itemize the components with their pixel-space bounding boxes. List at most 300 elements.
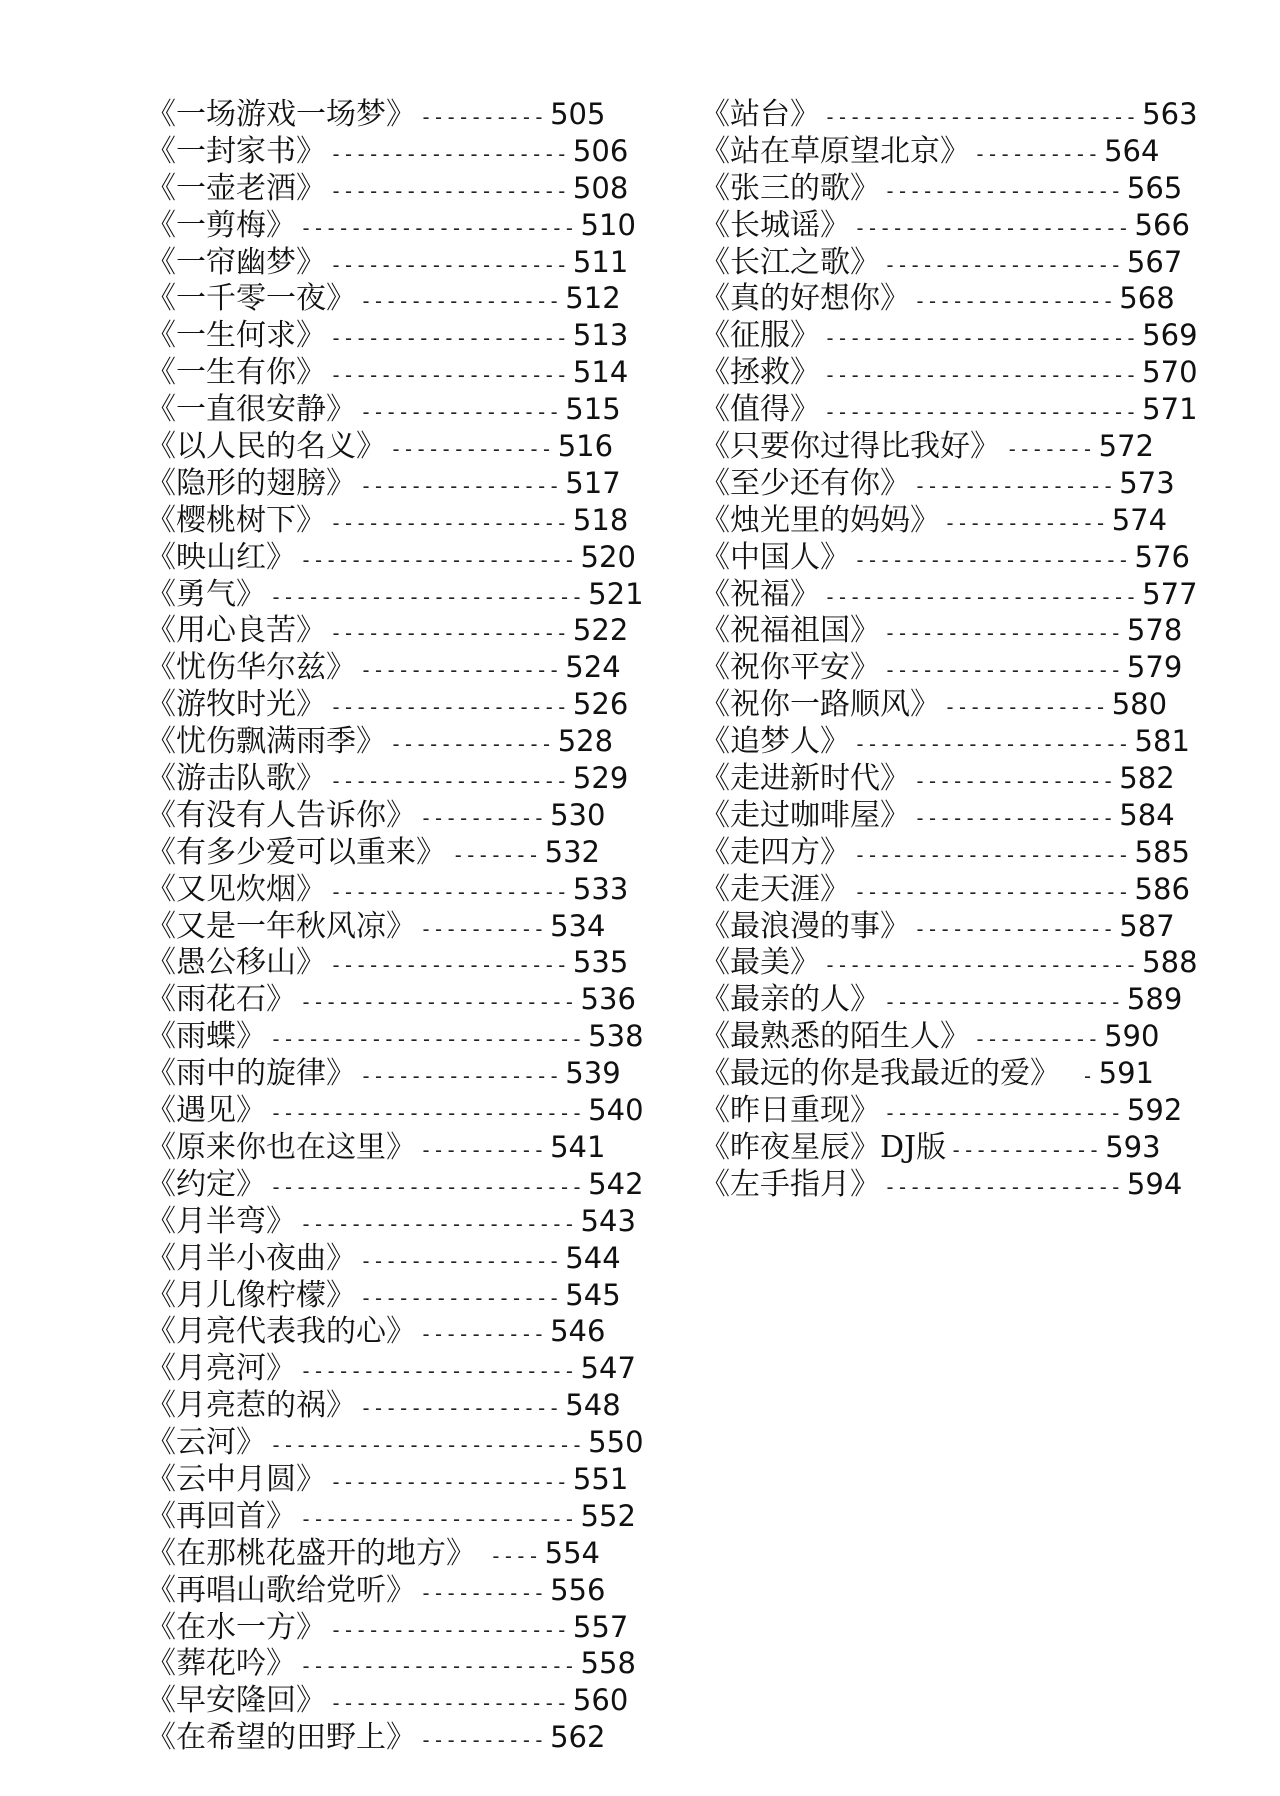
song-title: 《最美》 [700,945,820,981]
page-number: 588 [1142,945,1198,980]
toc-entry [146,760,629,797]
page-number: 524 [565,650,621,685]
dot-leader: ---------- [420,1728,546,1753]
dot-leader: ------------------------- [824,326,1138,351]
toc-entry [700,944,1198,981]
page-number: 592 [1126,1093,1183,1128]
dot-leader: ------------------- [330,879,569,904]
dot-leader: ---------- [420,916,546,941]
song-title: 《张三的歌》 [700,170,880,206]
page-number: 591 [1098,1056,1154,1091]
toc-entry [700,649,1183,686]
dot-leader: ------------- [944,510,1108,535]
dot-leader: ------------------------- [824,400,1138,425]
toc-entry [700,207,1190,244]
toc-entry [146,170,629,207]
page-number: 576 [1134,539,1190,574]
toc-entry [146,1387,621,1424]
page-number: 554 [544,1535,600,1570]
song-title: 《走四方》 [700,834,850,870]
toc-entry [700,723,1190,760]
song-title: 《祝你一路顺风》 [700,687,940,723]
page-number: 552 [580,1498,636,1533]
toc-entry [146,280,621,317]
page-number: 521 [588,576,644,611]
dot-leader: ------------------- [884,178,1123,203]
page-number: 548 [565,1388,621,1423]
page-number: 538 [588,1019,644,1054]
page-number: 518 [572,502,629,537]
dot-leader: ---------------- [360,658,561,683]
toc-entry [700,686,1168,723]
page-number: 589 [1126,982,1183,1017]
song-title: 《雨蝶》 [146,1019,266,1055]
toc-entry [146,502,629,539]
song-title: 《有多少爱可以重来》 [146,834,446,870]
song-title: 《再唱山歌给党听》 [146,1572,416,1608]
dot-leader: ---- [489,1543,540,1568]
dot-leader: ---------------------- [854,547,1130,572]
page-number: 539 [565,1056,621,1091]
song-title: 《拯救》 [700,355,820,391]
dot-leader: ---------------- [360,473,561,498]
dot-leader: ---------------------- [854,842,1130,867]
song-title: 《隐形的翅膀》 [146,465,356,501]
toc-entry [146,207,636,244]
song-title: 《原来你也在这里》 [146,1129,416,1165]
page-number: 557 [572,1609,629,1644]
song-title: 《游击队歌》 [146,761,326,797]
page-number: 572 [1098,429,1154,464]
page-number: 544 [565,1240,621,1275]
song-title: 《至少还有你》 [700,465,910,501]
page-number: 560 [572,1683,629,1718]
toc-entry [146,391,621,428]
page-number: 577 [1142,576,1198,611]
dot-leader: ---------------------- [854,732,1130,757]
toc-entry [700,280,1175,317]
dot-leader: ---------- [420,1580,546,1605]
toc-entry [146,1535,600,1572]
song-title: 《月亮河》 [146,1351,296,1387]
toc-entry [146,576,644,613]
song-title: 《站台》 [700,97,820,132]
dot-leader: ------------- [390,732,554,757]
dot-leader: ------------------- [884,252,1123,277]
page-number: 570 [1142,355,1198,390]
page-number: 579 [1126,650,1183,685]
song-title: 《最浪漫的事》 [700,908,910,944]
song-title: 《又见炊烟》 [146,871,326,907]
dot-leader: ------------------------- [270,1433,584,1458]
dot-leader: ------------------------- [270,1174,584,1199]
toc-entry [146,465,621,502]
toc-entry [700,760,1175,797]
song-title: 《月半小夜曲》 [146,1240,356,1276]
song-title: 《又是一年秋风凉》 [146,908,416,944]
song-title: 《云河》 [146,1425,266,1461]
toc-entry [700,871,1190,908]
toc-entry [146,686,629,723]
toc-entry [146,1461,629,1498]
song-title: 《昨日重现》 [700,1093,880,1129]
toc-entry [700,428,1154,465]
song-title: 《在那桃花盛开的地方》 [146,1535,476,1571]
song-title: 《有没有人告诉你》 [146,797,416,833]
dot-leader: ------- [1006,437,1094,462]
song-title: 《追梦人》 [700,724,850,760]
toc-entry [700,1055,1154,1092]
toc-left-column [146,96,644,1756]
page-number: 510 [580,207,636,242]
toc-entry [146,834,600,871]
toc-entry [700,244,1183,281]
dot-leader: ---------------------- [300,990,576,1015]
song-title: 《左手指月》 [700,1166,880,1202]
toc-entry [700,133,1160,170]
dot-leader: ---------------- [360,1248,561,1273]
toc-entry [146,1424,644,1461]
page-number: 567 [1126,244,1183,279]
dot-leader: ------------------- [884,658,1123,683]
dot-leader: ------------------- [884,990,1123,1015]
dot-leader: ------------------------- [824,584,1138,609]
page-number: 535 [572,945,629,980]
page-number: 563 [1142,97,1198,131]
dot-leader: ------------------- [330,769,569,794]
song-title: 《走进新时代》 [700,761,910,797]
toc-entry [146,1572,606,1609]
page-number: 540 [588,1093,644,1128]
toc-entry [146,649,621,686]
toc-entry [700,170,1183,207]
song-title: 《早安隆回》 [146,1683,326,1719]
toc-entry [146,723,614,760]
toc-entry [700,1018,1160,1055]
dot-leader: ------------- [944,695,1108,720]
dot-leader: ---------------------- [854,215,1130,240]
song-title: 《雨中的旋律》 [146,1056,356,1092]
page-number: 514 [572,355,629,390]
toc-entry [146,944,629,981]
dot-leader: ---------------------- [300,1506,576,1531]
dot-leader: ------------------------- [270,1027,584,1052]
dot-leader: ------------------- [884,1174,1123,1199]
dot-leader: ------------- [390,437,554,462]
song-title: 《祝你平安》 [700,650,880,686]
toc-entry [700,354,1198,391]
song-title: 《一帘幽梦》 [146,244,326,280]
page-number: 516 [557,429,614,464]
dot-leader: ---------- [974,1027,1100,1052]
song-title: 《只要你过得比我好》 [700,429,1000,465]
page-number: 586 [1134,871,1190,906]
toc-entry [700,539,1190,576]
song-title: 《月亮代表我的心》 [146,1314,416,1350]
dot-leader: ---------------------- [300,1654,576,1679]
toc-entry [700,96,1198,133]
page-number: 568 [1119,281,1175,316]
dot-leader: ------------------- [330,141,569,166]
dot-leader: ------------------------- [824,363,1138,388]
toc-entry [146,1166,644,1203]
page-number: 564 [1104,133,1160,168]
song-title: 《月亮惹的祸》 [146,1388,356,1424]
toc-entry [146,428,614,465]
song-title: 《值得》 [700,392,820,428]
song-title: 《忧伤华尔兹》 [146,650,356,686]
page-number: 580 [1111,687,1168,722]
song-title: 《站在草原望北京》 [700,133,970,169]
song-title: 《樱桃树下》 [146,502,326,538]
page-number: 551 [572,1461,629,1496]
dot-leader: ------------------- [330,363,569,388]
dot-leader: ---------- [420,105,546,129]
song-title: 《走过咖啡屋》 [700,797,910,833]
dot-leader: ------------------- [330,178,569,203]
page-number: 530 [550,797,606,832]
song-title: 《月儿像柠檬》 [146,1277,356,1313]
toc-entry [146,1609,629,1646]
song-title: 《长江之歌》 [700,244,880,280]
page-number: 556 [550,1572,606,1607]
toc-entry [700,1129,1161,1166]
song-title: 《愚公移山》 [146,945,326,981]
dot-leader: ------------------------- [824,105,1138,129]
dot-leader: ---------- [974,141,1100,166]
dot-leader: ---------------- [360,400,561,425]
toc-entry [700,1092,1183,1129]
toc-entry [700,612,1183,649]
page-number: 515 [565,392,621,427]
dot-leader: ---------------- [360,289,561,314]
toc-entry [700,908,1175,945]
page-number: 582 [1119,761,1175,796]
page-number: 522 [572,613,629,648]
toc-right-column [700,96,1198,1203]
toc-entry [700,1166,1183,1203]
dot-leader: ---------------------- [300,1211,576,1236]
toc-entry [146,908,606,945]
dot-leader: ---------- [420,1322,546,1347]
dot-leader: ---------------- [360,1064,561,1089]
dot-leader: ------------------- [884,621,1123,646]
page-number: 511 [572,244,629,279]
toc-entry [146,1018,644,1055]
page-number: 506 [572,133,629,168]
toc-entry [700,797,1175,834]
dot-leader: ---------------------- [300,1359,576,1384]
page-number: 593 [1105,1129,1161,1164]
page-number: 558 [580,1646,636,1681]
song-title: 《一壶老酒》 [146,170,326,206]
page-number: 541 [550,1129,606,1164]
song-title: 《一生何求》 [146,318,326,354]
dot-leader: ---------------- [914,289,1115,314]
page-number: 573 [1119,465,1175,500]
toc-entry [146,1203,636,1240]
page-number: 569 [1142,318,1198,353]
page-number: 574 [1111,502,1168,537]
page-number: 543 [580,1203,636,1238]
dot-leader: ------------------- [330,1617,569,1642]
toc-entry [146,1129,606,1166]
dot-leader: ------------------------- [270,1101,584,1126]
toc-entry [700,502,1168,539]
page-number: 536 [580,982,636,1017]
page-number: 533 [572,871,629,906]
song-title: 《雨花石》 [146,982,296,1018]
page-number: 528 [557,724,614,759]
toc-entry [700,391,1198,428]
dot-leader: ------------------------- [270,584,584,609]
dot-leader: - [1081,1064,1094,1089]
page-number: 581 [1134,724,1190,759]
page-number: 546 [550,1314,606,1349]
song-title: 《在水一方》 [146,1609,326,1645]
toc-entry [146,133,629,170]
dot-leader: ---------------- [360,1396,561,1421]
song-title: 《月半弯》 [146,1203,296,1239]
song-title: 《勇气》 [146,576,266,612]
toc-entry [700,576,1198,613]
song-title: 《真的好想你》 [700,281,910,317]
toc-entry [146,1277,621,1314]
song-title: 《走天涯》 [700,871,850,907]
page-number: 526 [572,687,629,722]
song-title: 《昨夜星辰》DJ版 [700,1129,947,1165]
toc-entry [146,981,636,1018]
toc-entry [146,354,629,391]
dot-leader: ------------------- [330,695,569,720]
song-title: 《葬花吟》 [146,1646,296,1682]
song-title: 《游牧时光》 [146,687,326,723]
page-number: 587 [1119,908,1175,943]
toc-entry [700,317,1198,354]
toc-entry [700,834,1190,871]
dot-leader: ---------------- [914,805,1115,830]
dot-leader: ---------------- [360,1285,561,1310]
dot-leader: ---------------- [914,916,1115,941]
toc-entry [146,1055,621,1092]
dot-leader: ------------------- [330,510,569,535]
song-title: 《烛光里的妈妈》 [700,502,940,538]
dot-leader: ------------------- [330,252,569,277]
toc-entry [700,981,1183,1018]
dot-leader: ------- [452,842,540,867]
page-number: 534 [550,908,606,943]
dot-leader: ---------------------- [854,879,1130,904]
toc-entry [146,539,636,576]
song-title: 《祝福祖国》 [700,613,880,649]
page-number: 565 [1126,170,1183,205]
dot-leader: ------------------------- [824,953,1138,978]
dot-leader: ---------------------- [300,215,576,240]
dot-leader: ------------------- [330,1691,569,1716]
song-title: 《一剪梅》 [146,207,296,243]
song-title: 《映山红》 [146,539,296,575]
page-number: 505 [550,97,606,131]
page-number: 512 [565,281,621,316]
page-number: 520 [580,539,636,574]
song-title: 《一封家书》 [146,133,326,169]
song-title: 《云中月圆》 [146,1461,326,1497]
dot-leader: ------------------- [330,326,569,351]
toc-entry [146,244,629,281]
page-number: 550 [588,1425,644,1460]
page-number: 547 [580,1351,636,1386]
dot-leader: ---------------- [914,769,1115,794]
page-number: 578 [1126,613,1183,648]
page-number: 517 [565,465,621,500]
toc-entry [146,1719,606,1756]
dot-leader: ------------ [950,1137,1101,1162]
song-title: 《以人民的名义》 [146,429,386,465]
dot-leader: ---------------- [914,473,1115,498]
page-number: 571 [1142,392,1198,427]
song-title: 《一生有你》 [146,355,326,391]
toc-entry [146,1092,644,1129]
page-number: 529 [572,761,629,796]
song-title: 《忧伤飘满雨季》 [146,724,386,760]
song-title: 《一直很安静》 [146,392,356,428]
page-number: 513 [572,318,629,353]
page-number: 585 [1134,834,1190,869]
song-title: 《祝福》 [700,576,820,612]
song-title: 《最熟悉的陌生人》 [700,1019,970,1055]
song-title: 《在希望的田野上》 [146,1720,416,1756]
song-title: 《约定》 [146,1166,266,1202]
song-title: 《最亲的人》 [700,982,880,1018]
song-title: 《遇见》 [146,1093,266,1129]
toc-entry [700,465,1175,502]
page-number: 594 [1126,1166,1183,1201]
dot-leader: ---------- [420,1137,546,1162]
page-number: 562 [550,1720,606,1755]
page-number: 590 [1104,1019,1160,1054]
dot-leader: ------------------- [330,1469,569,1494]
page-number: 545 [565,1277,621,1312]
song-title: 《再回首》 [146,1498,296,1534]
toc-entry [146,96,606,133]
toc-entry [146,317,629,354]
song-title: 《一千零一夜》 [146,281,356,317]
toc-entry [146,1240,621,1277]
toc-entry [146,1645,636,1682]
toc-entry [146,797,606,834]
page-number: 584 [1119,797,1175,832]
toc-entry [146,1498,636,1535]
dot-leader: ------------------- [330,953,569,978]
dot-leader: ------------------- [330,621,569,646]
song-title: 《长城谣》 [700,207,850,243]
toc-entry [146,1682,629,1719]
song-title: 《最远的你是我最近的爱》 [700,1056,1060,1092]
dot-leader: ---------- [420,805,546,830]
song-title: 《一场游戏一场梦》 [146,97,416,132]
song-title: 《用心良苦》 [146,613,326,649]
toc-entry [146,1313,606,1350]
page-number: 566 [1134,207,1190,242]
page-number: 508 [572,170,629,205]
dot-leader: ---------------------- [300,547,576,572]
song-title: 《征服》 [700,318,820,354]
page-number: 532 [544,834,600,869]
dot-leader: ------------------- [884,1101,1123,1126]
page-number: 542 [588,1166,644,1201]
toc-entry [146,612,629,649]
toc-entry [146,1350,636,1387]
